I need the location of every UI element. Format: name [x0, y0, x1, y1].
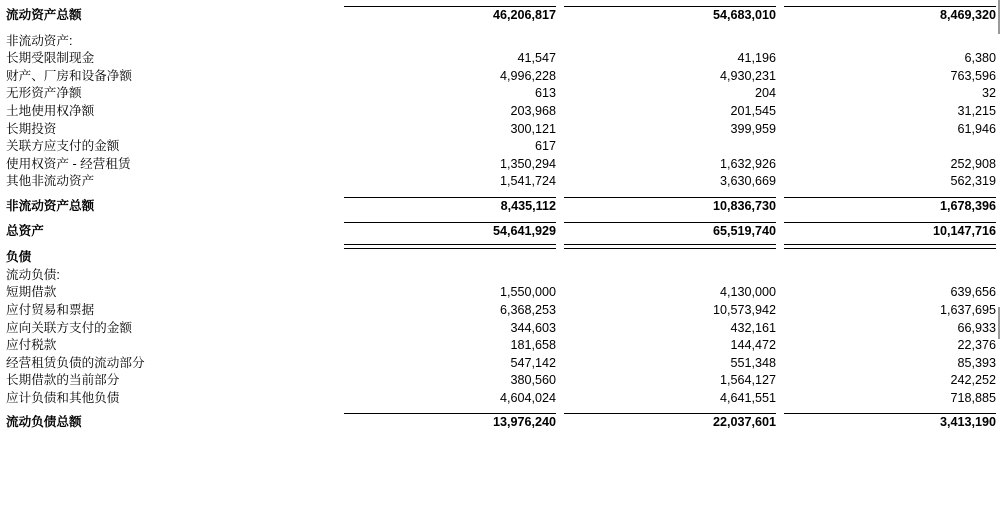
table-row: [4, 320, 1000, 338]
table-cell-value: 181,658: [510, 338, 556, 353]
table-cell-value: [344, 267, 564, 285]
financial-table: [4, 0, 1000, 432]
table-row: [4, 7, 1000, 25]
table-cell-value: 3,630,669: [719, 174, 776, 189]
table-row-label: 关联方应支付的金额: [6, 139, 120, 154]
table-cell-value: 639,656: [950, 285, 996, 300]
table-cell-value: 10,573,942: [712, 302, 776, 317]
table-row: [4, 85, 1000, 103]
table-cell-value: 13,976,240: [492, 415, 556, 430]
table-row: [4, 355, 1000, 373]
table-cell-value: 300,121: [510, 121, 556, 136]
table-row-label: 应付税款: [6, 338, 57, 353]
table-cell-value: [784, 267, 1000, 285]
table-cell-value: [344, 249, 564, 267]
table-cell-value: [784, 138, 1000, 156]
table-row-label: 土地使用权净额: [6, 103, 95, 118]
table-subtotal-rule: [4, 191, 1000, 198]
table-cell-value: 4,604,024: [499, 390, 556, 405]
table-cell-value: [784, 249, 1000, 267]
table-row: [4, 249, 1000, 267]
table-row-label: 非流动资产:: [6, 33, 73, 48]
table-cell-value: 1,541,724: [499, 174, 556, 189]
table-cell-value: 65,519,740: [712, 223, 776, 238]
table-row: [4, 372, 1000, 390]
table-row-label: 非流动资产总额: [6, 198, 95, 213]
table-row-label: 其他非流动资产: [6, 174, 95, 189]
table-cell-value: 547,142: [510, 355, 556, 370]
table-cell-value: 1,550,000: [499, 285, 556, 300]
table-row: [4, 223, 1000, 241]
table-row: [4, 337, 1000, 355]
table-cell-value: 8,435,112: [500, 198, 556, 213]
table-cell-value: 46,206,817: [492, 8, 556, 22]
table-cell-value: 763,596: [950, 68, 996, 83]
table-row: [4, 50, 1000, 68]
table-cell-value: 41,547: [517, 51, 556, 66]
table-subtotal-rule: [4, 216, 1000, 223]
table-row: [4, 302, 1000, 320]
table-cell-value: 617: [534, 139, 556, 154]
table-cell-value: 4,930,231: [719, 68, 776, 83]
table-cell-value: 203,968: [510, 103, 556, 118]
table-row-label: 负债: [6, 250, 32, 265]
table-cell-value: 399,959: [730, 121, 776, 136]
table-row-label: 财产、厂房和设备净额: [6, 68, 132, 83]
table-spacer-row: [4, 25, 1000, 33]
table-cell-value: 31,215: [957, 103, 996, 118]
table-cell-value: 41,196: [737, 51, 776, 66]
table-cell-value: 380,560: [510, 373, 556, 388]
table-row-label: 应向关联方支付的金额: [6, 320, 132, 335]
table-cell-value: 242,252: [950, 373, 996, 388]
table-cell-value: 85,393: [957, 355, 996, 370]
table-cell-value: 1,637,695: [939, 302, 996, 317]
table-cell-value: 613: [534, 86, 556, 101]
table-subtotal-rule: [4, 407, 1000, 414]
table-row-label: 长期投资: [6, 121, 57, 136]
table-cell-value: 1,564,127: [719, 373, 776, 388]
table-row-label: 长期受限制现金: [6, 51, 95, 66]
table-cell-value: 61,946: [957, 121, 996, 136]
table-row-label: 应计负债和其他负债: [6, 390, 120, 405]
table-cell-value: 4,130,000: [719, 285, 776, 300]
table-row-label: 经营租赁负债的流动部分: [6, 355, 145, 370]
table-row-label: 流动负债:: [6, 267, 60, 282]
table-cell-value: 6,368,253: [499, 302, 556, 317]
table-row-label: 使用权资产 - 经营租赁: [6, 156, 131, 171]
table-cell-value: 66,933: [957, 320, 996, 335]
table-cell-value: [344, 33, 564, 51]
table-cell-value: 8,469,320: [939, 8, 996, 22]
table-row-label: 无形资产净额: [6, 86, 82, 101]
table-row: [4, 103, 1000, 121]
table-row: [4, 414, 1000, 432]
table-row: [4, 390, 1000, 408]
table-row-label: 流动负债总额: [6, 415, 82, 430]
table-cell-value: 10,147,716: [932, 223, 996, 238]
table-cell-value: [564, 138, 784, 156]
table-cell-value: 252,908: [950, 156, 996, 171]
table-cell-value: 10,836,730: [712, 198, 776, 213]
table-row: [4, 156, 1000, 174]
table-row: [4, 138, 1000, 156]
financial-table-body: [4, 0, 1000, 432]
table-row-label: 应付贸易和票据: [6, 302, 95, 317]
table-subtotal-rule: [4, 0, 1000, 7]
table-cell-value: 204: [754, 86, 776, 101]
table-cell-value: 718,885: [950, 390, 996, 405]
table-cell-value: [784, 33, 1000, 51]
table-cell-value: 6,380: [964, 51, 996, 66]
table-cell-value: 54,683,010: [712, 8, 776, 22]
table-cell-value: 562,319: [950, 174, 996, 189]
table-total-double-rule: [4, 240, 1000, 249]
table-cell-value: 4,641,551: [719, 390, 776, 405]
table-row: [4, 267, 1000, 285]
table-cell-value: 1,678,396: [939, 198, 996, 213]
table-cell-value: 32: [981, 86, 996, 101]
table-cell-value: 1,350,294: [499, 156, 556, 171]
table-cell-value: 1,632,926: [719, 156, 776, 171]
table-row: [4, 173, 1000, 191]
table-row: [4, 121, 1000, 139]
table-cell-value: [564, 249, 784, 267]
table-cell-value: 144,472: [730, 338, 776, 353]
table-row: [4, 33, 1000, 51]
table-row: [4, 68, 1000, 86]
table-cell-value: 22,376: [957, 338, 996, 353]
table-cell-value: 22,037,601: [712, 415, 776, 430]
table-row-label: 短期借款: [6, 285, 57, 300]
table-cell-value: 344,603: [510, 320, 556, 335]
table-cell-value: 432,161: [730, 320, 776, 335]
table-cell-value: [564, 267, 784, 285]
table-row-label: 流动资产总额: [6, 8, 82, 22]
table-cell-value: 3,413,190: [939, 415, 996, 430]
table-cell-value: 54,641,929: [492, 223, 556, 238]
table-cell-value: 4,996,228: [499, 68, 556, 83]
table-row-label: 总资产: [6, 223, 44, 238]
table-cell-value: 551,348: [730, 355, 776, 370]
table-cell-value: 201,545: [730, 103, 776, 118]
table-row: [4, 284, 1000, 302]
table-row-label: 长期借款的当前部分: [6, 373, 120, 388]
table-row: [4, 198, 1000, 216]
table-cell-value: [564, 33, 784, 51]
